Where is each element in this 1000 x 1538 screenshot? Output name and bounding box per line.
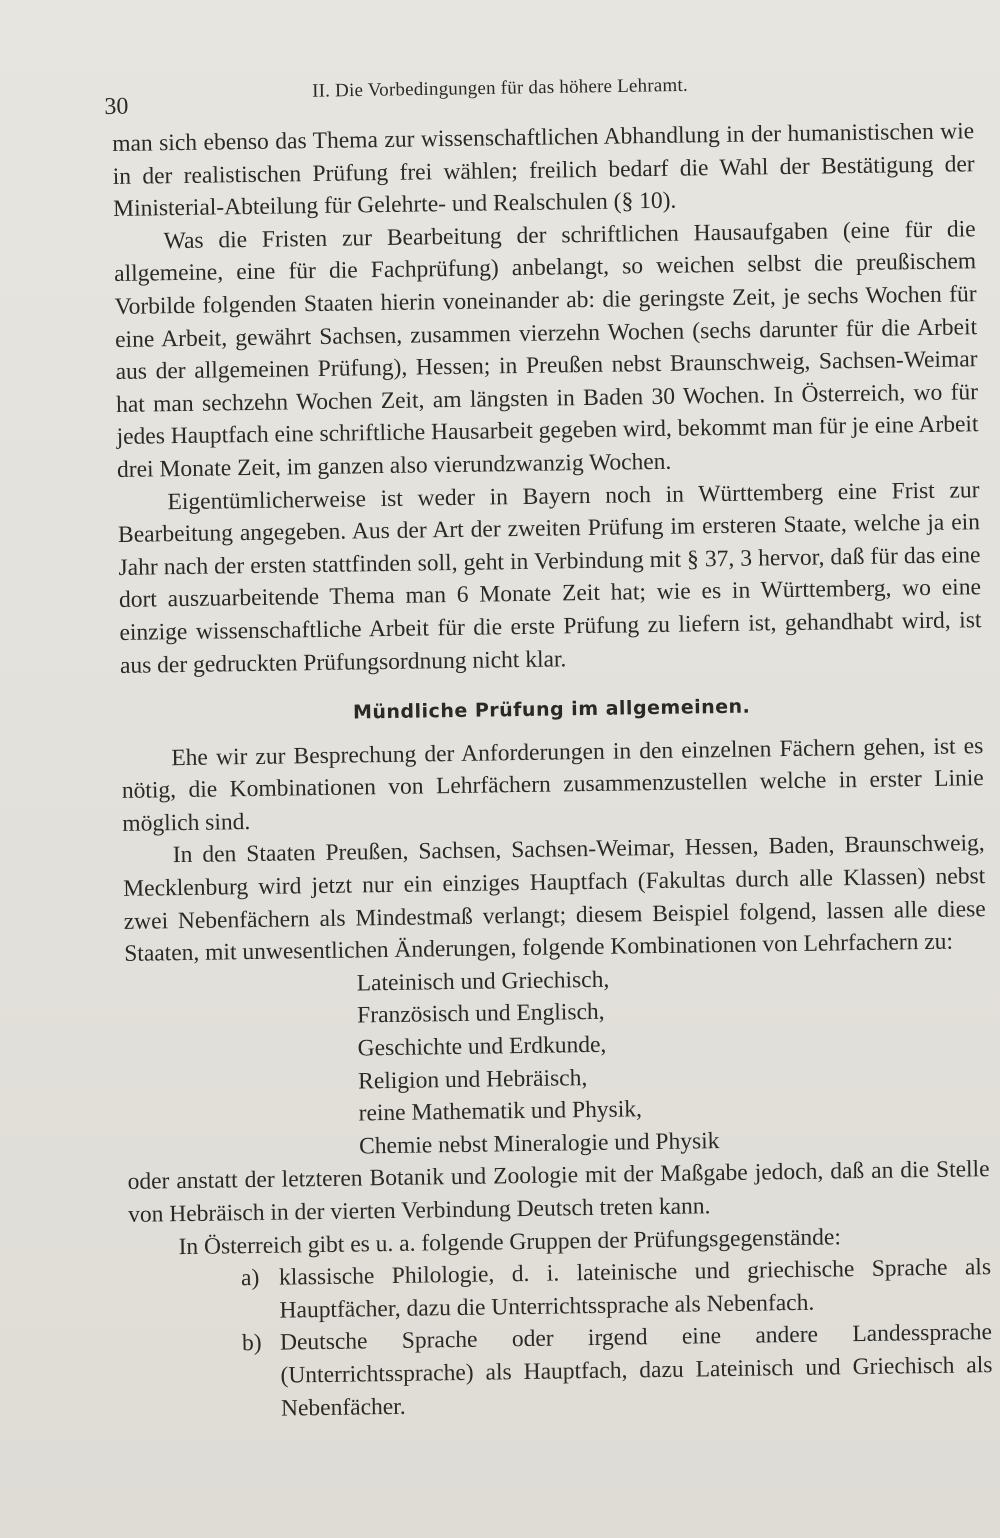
group-list: [129, 1251, 993, 1427]
combination-item: Lateinisch und Griechisch,: [356, 966, 610, 997]
group-marker: a): [240, 1265, 260, 1292]
paragraph: oder anstatt der letzteren Botanik und Zoologie mit der Maßgabe jedoch, daß an die Stelle von Hebräisch in der vierten Verbindung Deutsch treten kann.: [127, 1156, 990, 1228]
combination-list: [125, 958, 990, 1166]
paragraph: In den Staaten Preußen, Sachsen, Sachsen-Weimar, Hessen, Baden, Braunschweig, Mecklenburg wird jetzt nur ein einziges Hauptfach (Fakultas durch alle Klassen) nebst zwei Nebenfächern als Mindestmaß verlangt; diesem Beispiel folgend, lassen alle diese Staaten, mit unwesentlichen Änderungen, folgende Kombinationen von Lehrfachern zu:: [123, 830, 986, 968]
group-item: [130, 1316, 993, 1427]
combination-item: Geschichte und Erdkunde,: [357, 1031, 607, 1062]
section-heading: Mündliche Prüfung im allgemeinen.: [352, 695, 751, 724]
paragraph: In Österreich gibt es u. a. folgende Gruppen der Prüfungsgegenstände:: [178, 1223, 842, 1260]
running-head: II. Die Vorbedingungen für das höhere Lehramt.: [311, 74, 688, 102]
paragraph: Eigentümlicherweise ist weder in Bayern noch in Württemberg eine Frist zur Bearbeitung angegeben. Aus der Art der zweiten Prüfung im ersteren Staate, welche ja ein Jahr nach der ersten stattfinden soll, geht in Verbindung mit § 37, 3 hervor, daß für das eine dort auszuarbeitende Thema man 6 Monate Zeit hat; wie es in Württemberg, wo eine einzige wissenschaftliche Arbeit für die erste Prüfung zu liefern ist, gehandhabt wird, ist aus der gedruckten Prüfungsordnung nicht klar.: [117, 476, 982, 679]
combination-item: Religion und Hebräisch,: [357, 1064, 588, 1095]
page-header: [104, 72, 896, 120]
paragraph: Ehe wir zur Besprechung der Anforderungen in den einzelnen Fächern gehen, ist es nötig, die Kombinationen von Lehrfächern zusammenzustellen welche in erster Linie möglich sind.: [121, 732, 984, 837]
combination-item: Französisch und Englisch,: [357, 999, 605, 1029]
group-text: Deutsche Sprache oder irgend eine andere Landessprache (Unterrichtssprache) als Hauptfach, dazu Lateinisch und Griechisch als Nebenfächer.: [279, 1319, 993, 1422]
page-number: 30: [104, 93, 129, 120]
body-text: [112, 115, 993, 1427]
paragraph: Was die Fristen zur Bearbeitung der schriftlichen Hausaufgaben (eine für die allgemeine, eine für die Fachprüfung) anbelangt, so weichen selbst die preußischem Vorbilde folgenden Staaten hierin voneinander ab: die geringste Zeit, je sechs Wochen für eine Arbeit, gewährt Sachsen, zusammen vierzehn Wochen (sechs darunter für die Arbeit aus der allgemeinen Prüfung), Hessen; in Preußen nebst Braunschweig, Sachsen-Weimar hat man sechzehn Wochen Zeit, am längsten in Baden 30 Wochen. In Österreich, wo für jedes Hauptfach eine schriftliche Hausarbeit gegeben wird, bekommt man für je eine Arbeit drei Monate Zeit, im ganzen also vierundzwanzig Wochen.: [113, 215, 979, 483]
group-marker: b): [241, 1330, 262, 1357]
group-text: klassische Philologie, d. i. lateinische und griechische Sprache als Hauptfächer, dazu die Unterrichtssprache als Nebenfach.: [278, 1254, 992, 1324]
combination-item: Chemie nebst Mineralogie und Physik: [358, 1127, 720, 1160]
combination-item: reine Mathematik und Physik,: [358, 1096, 643, 1127]
paragraph: man sich ebenso das Thema zur wissenschaftlichen Abhandlung in der humanistischen wie in der realistischen Prüfung frei wählen; freilich bedarf die Wahl der Bestätigung der Ministerial-Abteilung für Gelehrte- und Realschulen (§ 10).: [112, 118, 975, 223]
